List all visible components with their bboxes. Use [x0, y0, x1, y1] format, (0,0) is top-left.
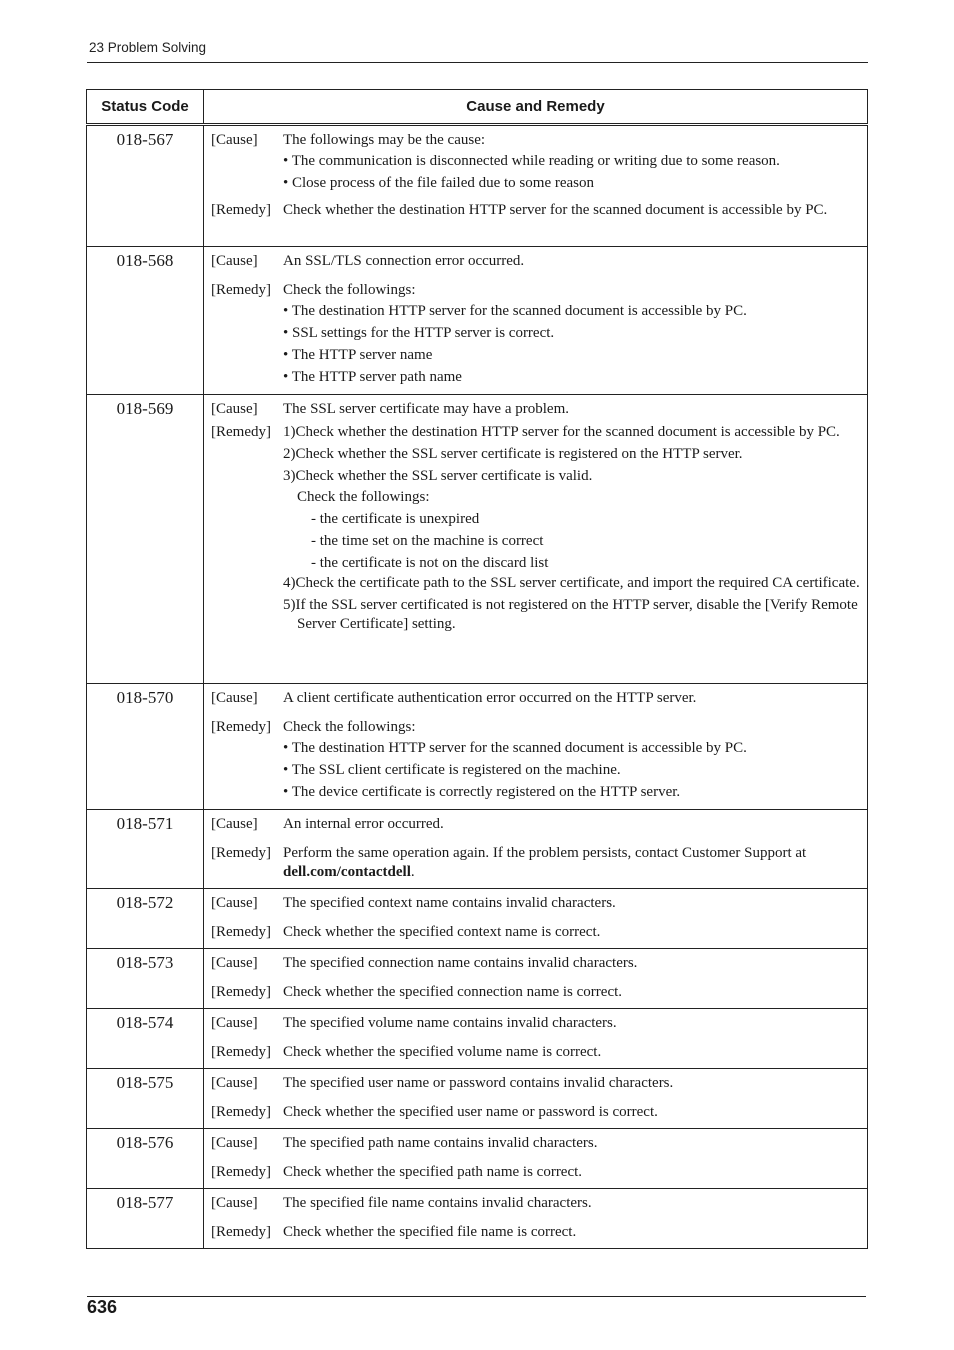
table-row [87, 1009, 868, 1069]
remedy-bullet: • SSL settings for the HTTP server is correct. [283, 325, 555, 341]
status-code: 018-577 [87, 1189, 204, 1249]
remedy-entry [211, 844, 861, 882]
cause-remedy-cell [204, 1009, 868, 1069]
cause-entry [211, 400, 861, 419]
remedy-substep: Check the followings: [297, 489, 430, 505]
remedy-subitem: - the certificate is not on the discard list [311, 555, 549, 571]
remedy-bullet: • The destination HTTP server for the scanned document is accessible by PC. [283, 740, 747, 756]
cause-text: The specified user name or password contains invalid characters. [283, 1075, 674, 1091]
remedy-label: [Remedy] [211, 984, 271, 1000]
status-code: 018-575 [87, 1069, 204, 1129]
table-row [87, 949, 868, 1009]
table-row [87, 125, 868, 247]
cause-remedy-cell [204, 247, 868, 395]
cause-entry [211, 815, 861, 834]
remedy-step: 1)Check whether the destination HTTP server for the scanned document is accessible by PC. [283, 424, 840, 440]
remedy-bullet: • The SSL client certificate is registered on the machine. [283, 762, 621, 778]
page-header-title: 23 Problem Solving [89, 40, 207, 55]
cause-remedy-cell [204, 684, 868, 810]
table-row [87, 810, 868, 889]
remedy-text: Check whether the specified context name is correct. [283, 924, 601, 940]
status-code: 018-572 [87, 889, 204, 949]
remedy-label: [Remedy] [211, 1044, 271, 1060]
remedy-subitem: - the certificate is unexpired [311, 511, 480, 527]
remedy-label: [Remedy] [211, 1104, 271, 1120]
cause-remedy-cell [204, 949, 868, 1009]
cause-bullet: • Close process of the file failed due to some reason [283, 175, 594, 191]
remedy-label: [Remedy] [211, 202, 271, 218]
cause-remedy-cell [204, 889, 868, 949]
table-row [87, 889, 868, 949]
table-row [87, 1129, 868, 1189]
cause-entry [211, 1074, 861, 1093]
remedy-text-main: Perform the same operation again. If the problem persists, contact Customer Support at [283, 845, 807, 861]
cause-label: [Cause] [211, 816, 258, 832]
cause-remedy-cell [204, 1189, 868, 1249]
remedy-label: [Remedy] [211, 719, 271, 735]
status-code: 018-571 [87, 810, 204, 889]
remedy-subitem: - the time set on the machine is correct [311, 533, 544, 549]
cause-text: The specified path name contains invalid characters. [283, 1135, 598, 1151]
cause-text: The followings may be the cause: [283, 132, 486, 148]
remedy-bullet: • The HTTP server path name [283, 369, 462, 385]
remedy-label: [Remedy] [211, 1224, 271, 1240]
remedy-bullet: • The device certificate is correctly registered on the HTTP server. [283, 784, 681, 800]
cause-remedy-cell [204, 1129, 868, 1189]
cause-label: [Cause] [211, 253, 258, 269]
remedy-step: 4)Check the certificate path to the SSL server certificate, and import the required CA certificate. [283, 575, 860, 591]
cause-label: [Cause] [211, 1015, 258, 1031]
remedy-text: Check whether the specified path name is correct. [283, 1164, 583, 1180]
cause-label: [Cause] [211, 1075, 258, 1091]
cause-entry [211, 954, 861, 973]
status-code: 018-573 [87, 949, 204, 1009]
table-row [87, 1069, 868, 1129]
cause-label: [Cause] [211, 1135, 258, 1151]
status-code: 018-569 [87, 395, 204, 684]
remedy-label: [Remedy] [211, 924, 271, 940]
remedy-text: Check whether the specified file name is correct. [283, 1224, 577, 1240]
cause-text: A client certificate authentication error occurred on the HTTP server. [283, 690, 697, 706]
cause-entry [211, 131, 861, 194]
remedy-entry [211, 201, 861, 220]
cause-remedy-cell [204, 810, 868, 889]
table-row [87, 1189, 868, 1249]
remedy-text: Check whether the specified user name or password is correct. [283, 1104, 658, 1120]
cause-entry [211, 1134, 861, 1153]
cause-text: The SSL server certificate may have a problem. [283, 401, 569, 417]
cause-text: The specified volume name contains invalid characters. [283, 1015, 617, 1031]
remedy-entry [211, 423, 861, 634]
remedy-text: Check whether the specified connection name is correct. [283, 984, 623, 1000]
remedy-text-end: . [410, 864, 415, 880]
remedy-bullet: • The destination HTTP server for the scanned document is accessible by PC. [283, 303, 747, 319]
cause-label: [Cause] [211, 955, 258, 971]
remedy-entry [211, 281, 861, 388]
remedy-entry [211, 1223, 861, 1242]
remedy-entry [211, 1043, 861, 1062]
remedy-step: 3)Check whether the SSL server certificate is valid. [283, 468, 593, 484]
cause-text: The specified connection name contains invalid characters. [283, 955, 638, 971]
remedy-entry [211, 1103, 861, 1122]
remedy-label: [Remedy] [211, 1164, 271, 1180]
header-divider [87, 62, 868, 63]
table-row [87, 395, 868, 684]
remedy-entry [211, 1163, 861, 1182]
contact-link[interactable]: dell.com/contactdell [283, 864, 411, 880]
column-header-cause-remedy: Cause and Remedy [204, 90, 868, 125]
cause-remedy-cell [204, 125, 868, 247]
table-header-row [87, 90, 868, 125]
cause-text: The specified context name contains invalid characters. [283, 895, 616, 911]
remedy-entry [211, 983, 861, 1002]
cause-label: [Cause] [211, 132, 258, 148]
status-code: 018-567 [87, 125, 204, 247]
cause-label: [Cause] [211, 401, 258, 417]
status-code: 018-568 [87, 247, 204, 395]
page-number: 636 [87, 1297, 118, 1317]
cause-label: [Cause] [211, 1195, 258, 1211]
cause-entry [211, 1194, 861, 1213]
cause-text: An internal error occurred. [283, 816, 444, 832]
cause-remedy-cell [204, 395, 868, 684]
cause-entry [211, 894, 861, 913]
remedy-text: Check whether the destination HTTP server for the scanned document is accessible by PC. [283, 202, 828, 218]
cause-entry [211, 252, 861, 271]
cause-label: [Cause] [211, 690, 258, 706]
remedy-step: 2)Check whether the SSL server certificate is registered on the HTTP server. [283, 446, 743, 462]
table-row [87, 684, 868, 810]
footer-divider [87, 1296, 866, 1297]
status-code-table [86, 89, 868, 1249]
remedy-bullet: • The HTTP server name [283, 347, 433, 363]
cause-text: An SSL/TLS connection error occurred. [283, 253, 525, 269]
cause-text: The specified file name contains invalid characters. [283, 1195, 592, 1211]
remedy-entry [211, 923, 861, 942]
column-header-status-code: Status Code [87, 90, 204, 125]
cause-entry [211, 1014, 861, 1033]
cause-bullet: • The communication is disconnected while reading or writing due to some reason. [283, 153, 780, 169]
remedy-step: 5)If the SSL server certificated is not registered on the HTTP server, disable the [Verify Remote Server Certificate] setting. [283, 597, 858, 632]
remedy-entry [211, 718, 861, 803]
remedy-text: Check whether the specified volume name is correct. [283, 1044, 602, 1060]
remedy-text: Check the followings: [283, 282, 416, 298]
remedy-text: Check the followings: [283, 719, 416, 735]
cause-entry [211, 689, 861, 708]
status-code: 018-574 [87, 1009, 204, 1069]
cause-remedy-cell [204, 1069, 868, 1129]
table-row [87, 247, 868, 395]
remedy-label: [Remedy] [211, 282, 271, 298]
status-code: 018-570 [87, 684, 204, 810]
cause-label: [Cause] [211, 895, 258, 911]
remedy-text [283, 844, 861, 882]
remedy-label: [Remedy] [211, 845, 271, 861]
remedy-label: [Remedy] [211, 424, 271, 440]
status-code: 018-576 [87, 1129, 204, 1189]
